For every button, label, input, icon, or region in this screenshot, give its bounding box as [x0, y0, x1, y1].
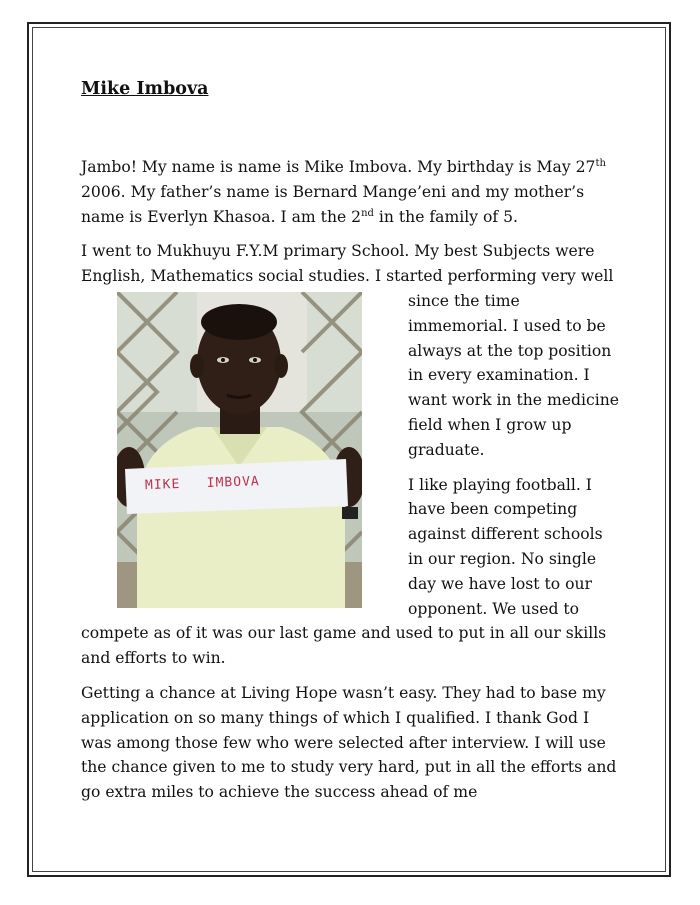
paragraph-football: I like playing football. I have been competing against different schools in our region. No single day we have lost to our opponent. We used to compete as of it was our last game and used to put in all our skills and efforts to win.	[81, 475, 607, 668]
page-title: Mike Imbova	[81, 79, 209, 99]
paragraph-school-lead: I went to Mukhuyu F.Y.M primary School. My best Subjects were English, Mathematics social studies. I started performing very well	[81, 242, 614, 286]
paragraph-intro: Jambo! My name is name is Mike Imbova. My birthday is May 27th 2006. My father’s name is Bernard Mange’eni and my mother’s name is Everlyn Khasoa. I am the 2nd in the family of 5.	[81, 157, 606, 226]
student-photo	[117, 292, 362, 608]
paragraph-school-rest: since the time immemorial. I used to be always at the top position in every examination. I want work in the medicine field when I grow up graduate.	[408, 291, 619, 459]
document-body	[81, 76, 621, 815]
paragraph-living-hope: Getting a chance at Living Hope wasn’t easy. They had to base my application on so many things of which I qualified. I thank God I was among those few who were selected after interview. I will use the chance given to me to study very hard, put in all the efforts and go extra miles to achieve the success ahead of me	[81, 683, 617, 802]
photo-sign-text: MIKE IMBOVA	[144, 474, 260, 494]
